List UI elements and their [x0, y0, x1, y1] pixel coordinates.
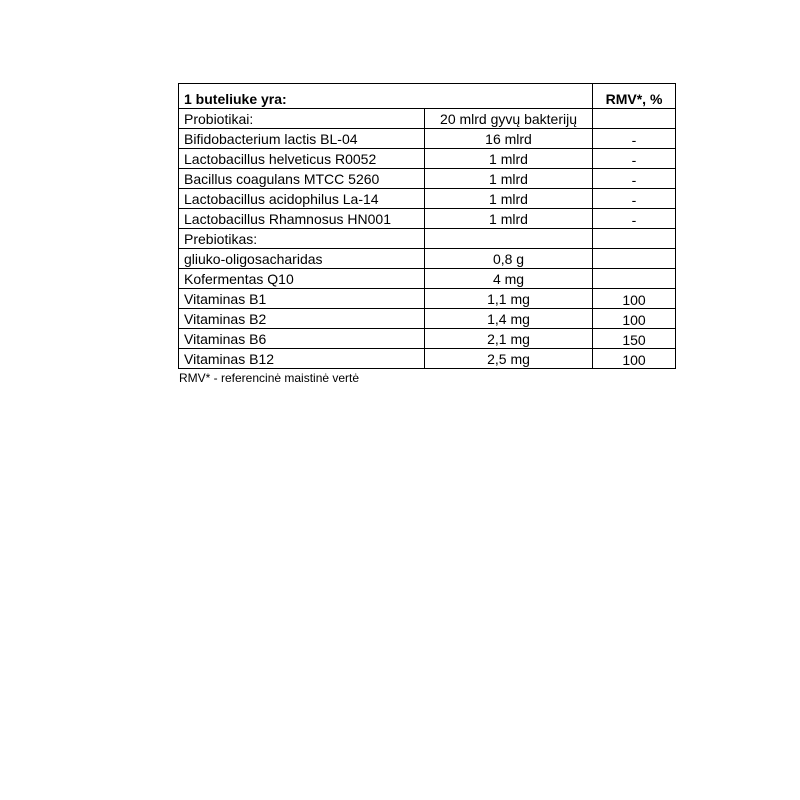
ingredient-name: Lactobacillus helveticus R0052 [179, 149, 425, 169]
table-row [179, 129, 676, 149]
table-row [179, 109, 676, 129]
ingredient-amount: 1 mlrd [425, 169, 593, 189]
ingredient-rmv: 100 [593, 349, 676, 369]
ingredient-rmv: - [593, 209, 676, 229]
ingredient-name: Vitaminas B12 [179, 349, 425, 369]
footnote: RMV* - referencinė maistinė vertė [179, 371, 360, 385]
ingredient-name: Bifidobacterium lactis BL-04 [179, 129, 425, 149]
ingredient-rmv: - [593, 169, 676, 189]
ingredient-rmv [593, 109, 676, 129]
ingredient-amount: 2,5 mg [425, 349, 593, 369]
ingredient-name: Vitaminas B6 [179, 329, 425, 349]
ingredient-name: Probiotikai: [179, 109, 425, 129]
table-title: 1 buteliuke yra: [179, 84, 593, 109]
ingredient-name: Vitaminas B1 [179, 289, 425, 309]
table-row [179, 209, 676, 229]
ingredient-rmv [593, 249, 676, 269]
ingredient-rmv: - [593, 189, 676, 209]
ingredient-amount: 1,4 mg [425, 309, 593, 329]
ingredient-rmv: 150 [593, 329, 676, 349]
table-row [179, 329, 676, 349]
table-row [179, 149, 676, 169]
nutrition-sheet [178, 83, 676, 385]
table-row [179, 189, 676, 209]
table-row [179, 289, 676, 309]
ingredient-amount: 20 mlrd gyvų bakterijų [425, 109, 593, 129]
ingredient-rmv [593, 269, 676, 289]
ingredient-amount [425, 229, 593, 249]
table-row [179, 269, 676, 289]
ingredient-name: Kofermentas Q10 [179, 269, 425, 289]
ingredient-rmv: - [593, 149, 676, 169]
ingredient-rmv [593, 229, 676, 249]
ingredient-name: Prebiotikas: [179, 229, 425, 249]
ingredient-name: Lactobacillus acidophilus La-14 [179, 189, 425, 209]
ingredient-amount: 1 mlrd [425, 149, 593, 169]
ingredient-amount: 1 mlrd [425, 189, 593, 209]
ingredient-name: Bacillus coagulans MTCC 5260 [179, 169, 425, 189]
ingredient-amount: 16 mlrd [425, 129, 593, 149]
table-row [179, 249, 676, 269]
ingredient-rmv: 100 [593, 289, 676, 309]
ingredient-amount: 1 mlrd [425, 209, 593, 229]
nutrition-table [178, 83, 676, 369]
ingredient-amount: 1,1 mg [425, 289, 593, 309]
ingredient-amount: 2,1 mg [425, 329, 593, 349]
table-row [179, 169, 676, 189]
ingredient-name: Vitaminas B2 [179, 309, 425, 329]
table-row [179, 229, 676, 249]
ingredient-rmv: - [593, 129, 676, 149]
ingredient-name: Lactobacillus Rhamnosus HN001 [179, 209, 425, 229]
table-row [179, 349, 676, 369]
ingredient-rmv: 100 [593, 309, 676, 329]
table-row [179, 309, 676, 329]
ingredient-amount: 4 mg [425, 269, 593, 289]
ingredient-name: gliuko-oligosacharidas [179, 249, 425, 269]
rmv-column-header: RMV*, % [593, 84, 676, 109]
table-header-row [179, 84, 676, 109]
ingredient-amount: 0,8 g [425, 249, 593, 269]
